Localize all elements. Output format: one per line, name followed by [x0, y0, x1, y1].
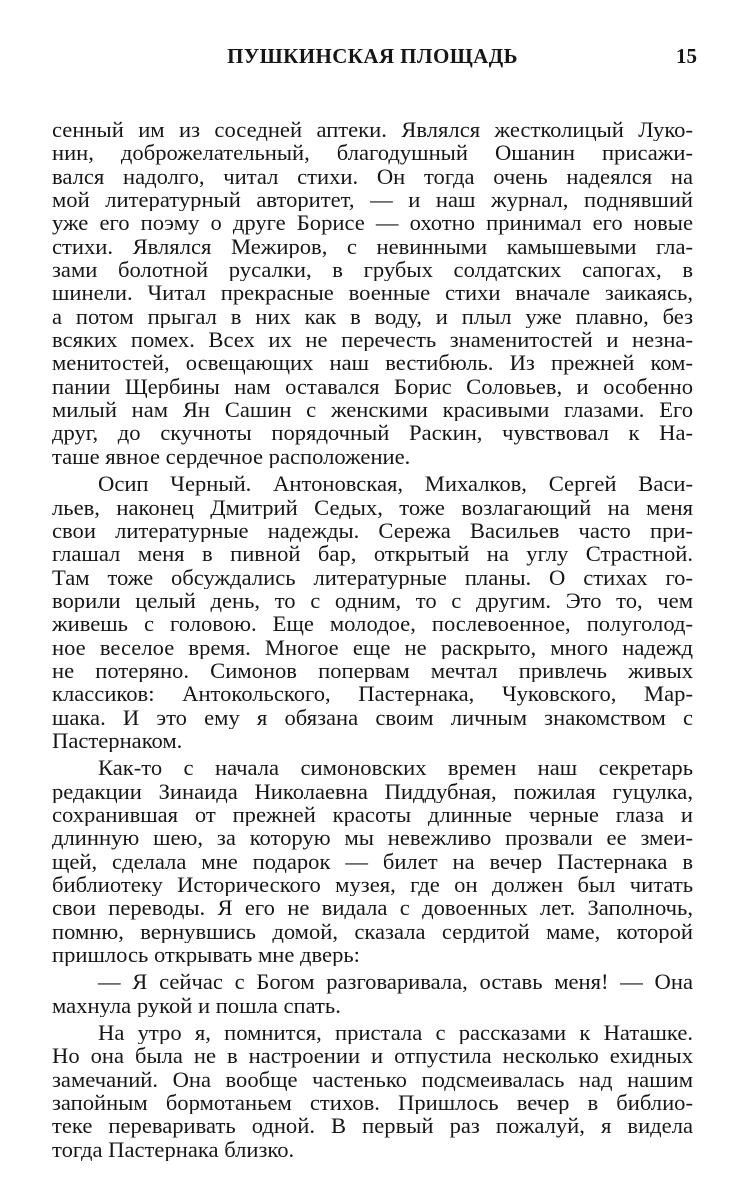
text-line: длинную шею, за которую мы невежливо прозвали ее змеи- [52, 826, 693, 850]
paragraph-3 [52, 756, 693, 966]
text-line: Как-то с начала симоновских времен наш секретарь [98, 756, 693, 780]
body-text [52, 118, 693, 1161]
text-line: помню, вернувшись домой, сказала сердитой маме, которой [52, 919, 693, 944]
text-line: шинели. Читал прекрасные военные стихи вначале заикаясь, [52, 281, 693, 305]
text-line: милый нам Ян Сашин с женскими красивыми глазами. Его [52, 398, 693, 422]
text-line: друг, до скучноты порядочный Раскин, чувствовал к На- [52, 421, 693, 445]
text-line: всяких помех. Всех их не перечесть знаменитостей и незна- [52, 328, 693, 352]
text-line: нин, доброжелательный, благодушный Ошанин присажи- [52, 141, 693, 165]
text-line: библиотеку Исторического музея, где он должен был читать [52, 873, 693, 897]
text-line: пании Щербины нам оставался Борис Соловьев, и особенно [52, 374, 693, 399]
text-line: ное веселое время. Многое еще не раскрыто, много надежд [52, 635, 693, 659]
text-line: мой литературный авторитет, — и наш журнал, поднявший [52, 188, 693, 212]
paragraph-2 [52, 472, 693, 752]
text-line: замечаний. Она вообще частенько подсмеивалась над нашим [52, 1067, 693, 1092]
text-line: тогда Пастернака близко. [52, 1137, 295, 1162]
text-line: живешь с головою. Еще молодое, послевоенное, полуголод- [52, 612, 693, 636]
text-line: теке переваривать одной. В первый раз пожалуй, я видела [52, 1114, 693, 1138]
book-page [52, 0, 697, 1179]
paragraph-5 [52, 1021, 693, 1161]
text-line: шака. И это ему я обязана своим личным знакомством с [52, 705, 693, 729]
text-line: свои литературные надежды. Сережа Васильев часто при- [52, 518, 693, 543]
text-line: таше явное сердечное расположение. [52, 444, 411, 469]
text-line: Осип Черный. Антоновская, Михалков, Сергей Васи- [98, 472, 693, 496]
running-title: ПУШКИНСКАЯ ПЛОЩАДЬ [227, 44, 518, 68]
text-line: — Я сейчас с Богом разговаривала, оставь меня! — Она [98, 970, 693, 994]
text-line: стихи. Являлся Межиров, с невинными камышевыми гла- [52, 234, 693, 259]
text-line: зами болотной русалки, в грубых солдатских сапогах, в [52, 258, 693, 282]
text-line: На утро я, помнится, пристала с рассказами к Наташке. [98, 1021, 693, 1045]
running-header [52, 44, 697, 74]
text-line: Там тоже обсуждались литературные планы. О стихах го- [52, 565, 693, 589]
text-line: запойным бормотаньем стихов. Пришлось вечер в библио- [52, 1091, 693, 1115]
text-line: а потом прыгал в них как в воду, и плыл уже плавно, без [52, 304, 693, 329]
text-line: глашал меня в пивной бар, открытый на углу Страстной. [52, 542, 693, 566]
text-line: пришлось открывать мне дверь: [52, 943, 360, 967]
paragraph-1 [52, 118, 693, 468]
paragraph-4 [52, 970, 693, 1017]
text-line: вался надолго, читал стихи. Он тогда очень надеялся на [52, 164, 693, 189]
text-line: ворили целый день, то с одним, то с другим. Это то, чем [52, 588, 693, 613]
text-line: щей, сделала мне подарок — билет на вечер Пастернака в [52, 849, 693, 873]
text-line: не потеряно. Симонов попервам мечтал привлечь живых [52, 658, 693, 683]
text-line: Но она была не в настроении и отпустила несколько ехидных [52, 1044, 693, 1068]
text-line: редакции Зинаида Николаевна Пиддубная, пожилая гуцулка, [52, 779, 693, 803]
text-line: сохранившая от прежней красоты длинные черные глаза и [52, 802, 693, 827]
text-line: льев, наконец Дмитрий Седых, тоже возлагающий на меня [52, 495, 693, 519]
text-line: свои переводы. Я его не видала с довоенных лет. Заполночь, [52, 896, 693, 920]
page-number: 15 [676, 44, 697, 68]
text-line: классиков: Антокольского, Пастернака, Чуковского, Мар- [52, 682, 693, 706]
text-line: уже его поэму о друге Борисе — охотно принимал его новые [52, 211, 693, 235]
text-line: сенный им из соседней аптеки. Являлся жестколицый Луко- [52, 118, 693, 142]
text-line: менитостей, освещающих наш вестибюль. Из прежней ком- [52, 351, 693, 375]
text-line: махнула рукой и пошла спать. [52, 993, 341, 1018]
text-line: Пастернаком. [52, 728, 183, 753]
